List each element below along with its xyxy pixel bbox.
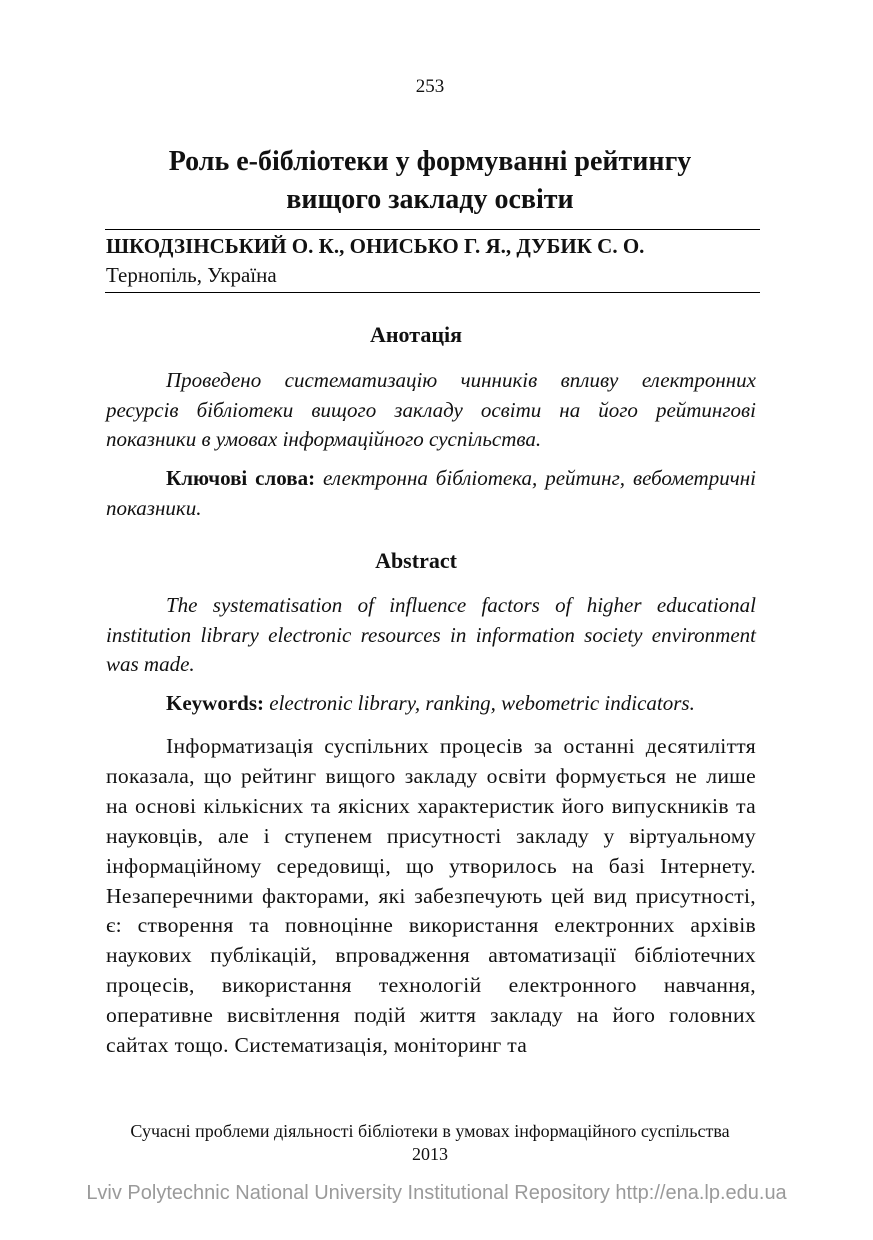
page-number: 253 <box>415 76 445 97</box>
abstract-heading: Abstract <box>375 548 457 573</box>
title-line-2: вищого закладу освіти <box>286 184 574 215</box>
keywords-text-en: electronic library, ranking, webometric indicators. <box>269 691 695 715</box>
top-divider <box>105 229 760 230</box>
keywords-label-en: Keywords: <box>166 691 264 715</box>
footer-year: 2013 <box>412 1144 448 1164</box>
bottom-divider <box>105 292 760 293</box>
article-title <box>100 143 760 219</box>
abstract-text: The systematisation of influence factors of higher educational institution library electronic resources in information society environment was made. <box>106 593 756 676</box>
annotation-text: Проведено систематизацію чинників впливу електронних ресурсів бібліотеки вищого закладу освіти на його рейтингові показники в умовах інформаційного суспільства. <box>106 368 756 451</box>
title-line-1: Роль е-бібліотеки у формуванні рейтингу <box>168 146 692 177</box>
repository-watermark: Lviv Polytechnic National University Institutional Repository http://ena.lp.edu.ua <box>86 1182 787 1204</box>
keywords-label-ua: Ключові слова: <box>166 466 316 490</box>
affiliation: Тернопіль, Україна <box>106 263 277 287</box>
annotation-keywords <box>106 464 756 523</box>
body-paragraph: Інформатизація суспільних процесів за останні десятиліття показала, що рейтинг вищого закладу освіти формується не лише на основі кількісних та якісних характеристик його випускників та науковців, але і ступенем присутності закладу у віртуальному інформаційному середовищі, що утворилось на базі Інтернету. Незаперечними факторами, які забезпечують цей вид присутності, є: створення та повноцінне використання електронних архівів наукових публікацій, впровадження автоматизації бібліотечних процесів, використання технологій електронного навчання, оперативне висвітлення подій життя закладу на його головних сайтах тощо. Систематизація, моніторинг та <box>106 734 756 1058</box>
footer-journal-title: Сучасні проблеми діяльності бібліотеки в умовах інформаційного суспільства <box>130 1121 730 1141</box>
annotation-heading: Анотація <box>369 322 463 347</box>
keywords-text-ua: електронна бібліотека, рейтинг, вебометричні показники. <box>106 466 756 520</box>
authors: ШКОДЗІНСЬКИЙ О. К., ОНИСЬКО Г. Я., ДУБИК С. О. <box>106 234 645 258</box>
abstract-keywords <box>106 689 756 719</box>
